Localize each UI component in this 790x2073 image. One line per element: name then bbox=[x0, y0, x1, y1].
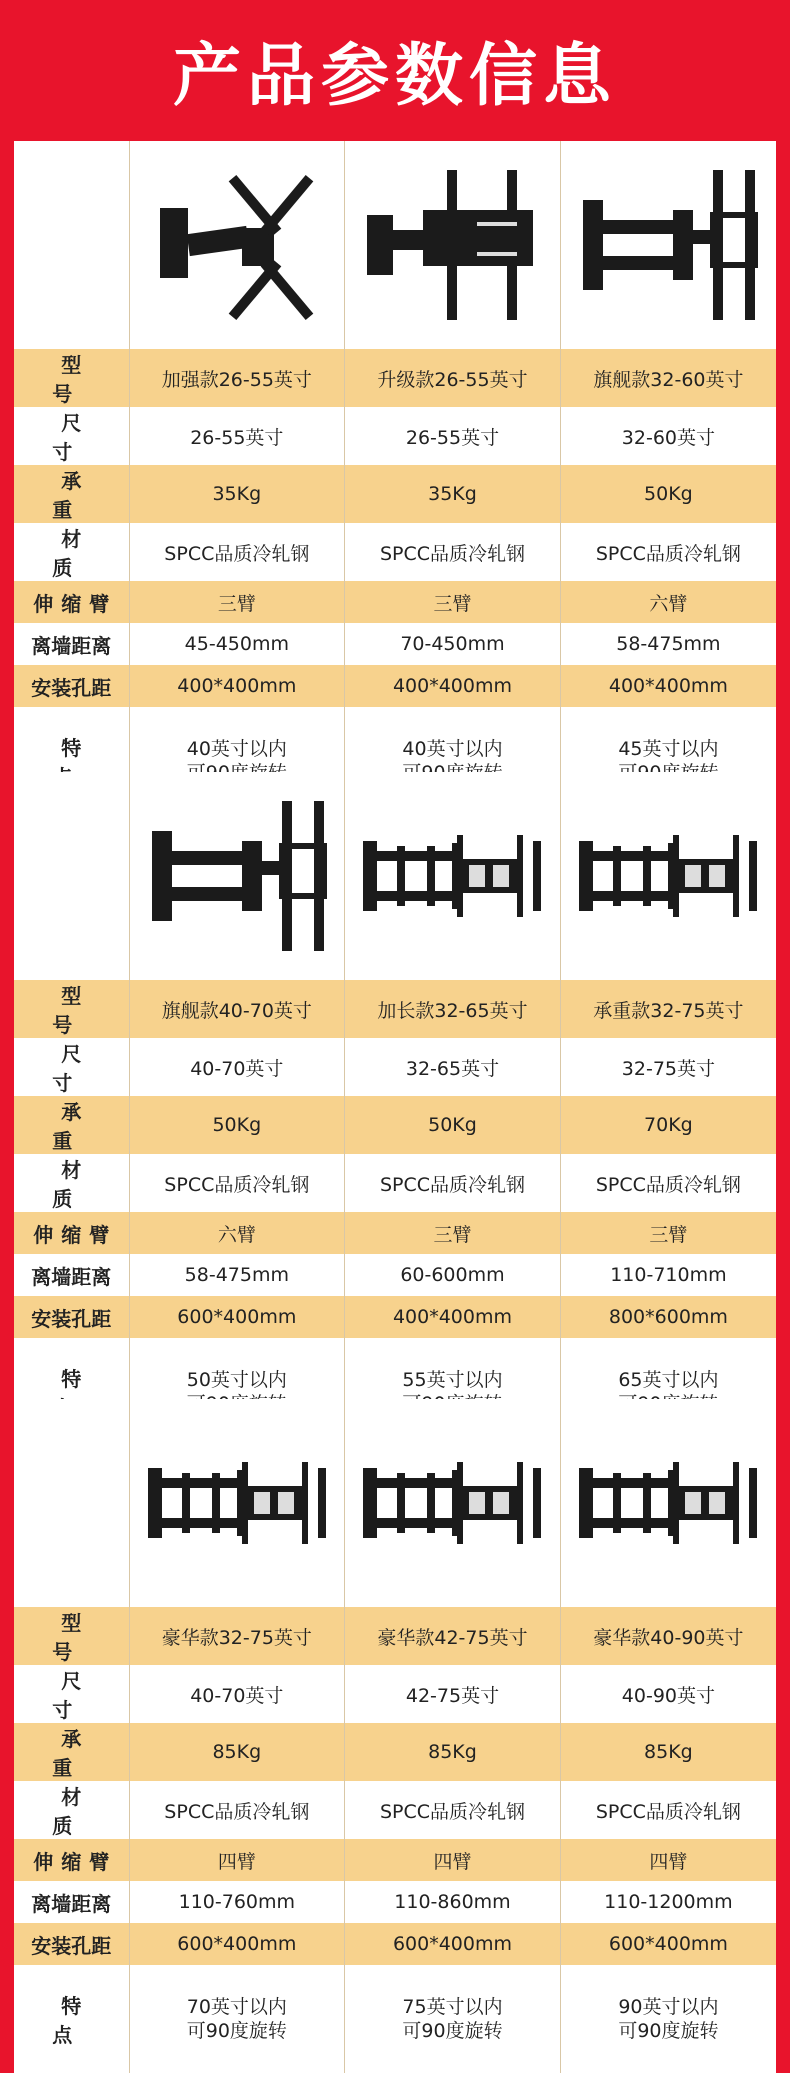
tv-wall-mount-image bbox=[357, 1418, 547, 1588]
row-label-arm: 伸缩臂 bbox=[14, 1212, 129, 1254]
spec-value-holes: 600*400mm bbox=[560, 1923, 776, 1965]
spec-value-feature bbox=[560, 1965, 776, 2073]
product-image-cell bbox=[560, 772, 776, 980]
spec-value-size: 26-55英寸 bbox=[345, 407, 561, 465]
spec-value-holes: 400*400mm bbox=[345, 665, 561, 707]
page-header bbox=[0, 0, 790, 140]
spec-row-model bbox=[14, 1607, 776, 1665]
product-image-cell bbox=[345, 772, 561, 980]
image-row-blank bbox=[14, 141, 129, 349]
product-image-cell bbox=[345, 141, 561, 349]
spec-value-arm: 三臂 bbox=[560, 1212, 776, 1254]
spec-value-model: 豪华款40-90英寸 bbox=[560, 1607, 776, 1665]
spec-value-load: 50Kg bbox=[560, 465, 776, 523]
spec-row-holes bbox=[14, 665, 776, 707]
page-title: 产品参数信息 bbox=[172, 36, 617, 116]
spec-value-arm: 三臂 bbox=[345, 1212, 561, 1254]
product-image-cell bbox=[560, 1399, 776, 1607]
spec-value-wall: 110-1200mm bbox=[560, 1881, 776, 1923]
row-label-holes: 安装孔距 bbox=[14, 1296, 129, 1338]
spec-table bbox=[14, 1399, 776, 2073]
spec-value-holes: 600*400mm bbox=[129, 1923, 345, 1965]
spec-value-arm: 四臂 bbox=[345, 1839, 561, 1881]
spec-value-model: 旗舰款40-70英寸 bbox=[129, 980, 345, 1038]
product-image-cell bbox=[129, 1399, 345, 1607]
row-label-material: 材 质 bbox=[52, 527, 100, 580]
row-label-feature: 特 点 bbox=[52, 1994, 100, 2047]
spec-row-material bbox=[14, 1781, 776, 1839]
row-label-wall: 离墙距离 bbox=[31, 1891, 112, 1916]
spec-value-material: SPCC品质冷轧钢 bbox=[345, 1781, 561, 1839]
spec-value-feature bbox=[129, 1965, 345, 2073]
spec-value-load: 35Kg bbox=[345, 465, 561, 523]
spec-value-holes: 600*400mm bbox=[129, 1296, 345, 1338]
feature-line-2: 可90度旋转 bbox=[402, 2020, 503, 2042]
product-image-cell bbox=[560, 141, 776, 349]
spec-value-size: 32-75英寸 bbox=[560, 1038, 776, 1096]
spec-row-wall bbox=[14, 623, 776, 665]
spec-row-model bbox=[14, 980, 776, 1038]
spec-value-feature bbox=[345, 1965, 561, 2073]
row-label-load: 承 重 bbox=[14, 465, 129, 523]
spec-row-size bbox=[14, 407, 776, 465]
feature-line-1: 50英寸以内 bbox=[186, 1369, 287, 1391]
feature-line-2: 可90度旋转 bbox=[618, 2020, 719, 2042]
spec-value-arm: 四臂 bbox=[560, 1839, 776, 1881]
spec-value-load: 85Kg bbox=[129, 1723, 345, 1781]
spec-value-size: 32-60英寸 bbox=[560, 407, 776, 465]
spec-value-holes: 400*400mm bbox=[345, 1296, 561, 1338]
feature-line-1: 70英寸以内 bbox=[186, 1996, 287, 2018]
spec-row-size bbox=[14, 1665, 776, 1723]
tv-wall-mount-image bbox=[573, 160, 763, 330]
spec-row-feature bbox=[14, 1965, 776, 2073]
spec-value-size: 40-70英寸 bbox=[129, 1665, 345, 1723]
row-label-load: 承 重 bbox=[14, 1096, 129, 1154]
spec-value-material: SPCC品质冷轧钢 bbox=[129, 523, 345, 581]
row-label-model: 型 号 bbox=[14, 1607, 129, 1665]
row-label-holes: 安装孔距 bbox=[14, 1923, 129, 1965]
spec-value-holes: 800*600mm bbox=[560, 1296, 776, 1338]
tv-wall-mount-image bbox=[142, 791, 332, 961]
spec-value-size: 26-55英寸 bbox=[129, 407, 345, 465]
spec-value-load: 35Kg bbox=[129, 465, 345, 523]
spec-row-size bbox=[14, 1038, 776, 1096]
row-label-holes: 安装孔距 bbox=[14, 665, 129, 707]
spec-value-material: SPCC品质冷轧钢 bbox=[560, 1781, 776, 1839]
spec-row-holes bbox=[14, 1923, 776, 1965]
spec-value-wall: 60-600mm bbox=[345, 1254, 561, 1296]
row-label-feature: 特 bbox=[61, 736, 100, 760]
spec-row-arm bbox=[14, 581, 776, 623]
spec-value-model: 升级款26-55英寸 bbox=[345, 349, 561, 407]
spec-value-size: 32-65英寸 bbox=[345, 1038, 561, 1096]
spec-value-size: 40-90英寸 bbox=[560, 1665, 776, 1723]
spec-value-arm: 四臂 bbox=[129, 1839, 345, 1881]
tv-wall-mount-image bbox=[357, 160, 547, 330]
spec-row-wall bbox=[14, 1254, 776, 1296]
spec-row-holes bbox=[14, 1296, 776, 1338]
product-image-cell bbox=[345, 1399, 561, 1607]
spec-row-load bbox=[14, 465, 776, 523]
spec-row-load bbox=[14, 1096, 776, 1154]
spec-value-size: 40-70英寸 bbox=[129, 1038, 345, 1096]
tv-wall-mount-image bbox=[573, 791, 763, 961]
row-label-arm: 伸缩臂 bbox=[14, 1839, 129, 1881]
feature-line-1: 55英寸以内 bbox=[402, 1369, 503, 1391]
spec-value-wall: 110-860mm bbox=[345, 1881, 561, 1923]
spec-value-wall: 110-760mm bbox=[129, 1881, 345, 1923]
spec-value-arm: 三臂 bbox=[345, 581, 561, 623]
tv-wall-mount-image bbox=[142, 1418, 332, 1588]
spec-panel-1 bbox=[14, 141, 776, 815]
feature-line-1: 45英寸以内 bbox=[618, 738, 719, 760]
spec-row-load bbox=[14, 1723, 776, 1781]
spec-value-load: 85Kg bbox=[560, 1723, 776, 1781]
spec-value-wall: 110-710mm bbox=[560, 1254, 776, 1296]
feature-line-1: 40英寸以内 bbox=[186, 738, 287, 760]
row-label-size: 尺 寸 bbox=[52, 1669, 100, 1722]
spec-value-wall: 58-475mm bbox=[129, 1254, 345, 1296]
row-label-feature: 特 bbox=[61, 1367, 100, 1391]
feature-line-2: 可90度旋转 bbox=[186, 2020, 287, 2042]
feature-line-1: 75英寸以内 bbox=[402, 1996, 503, 2018]
spec-value-holes: 400*400mm bbox=[129, 665, 345, 707]
spec-value-material: SPCC品质冷轧钢 bbox=[560, 523, 776, 581]
spec-value-model: 承重款32-75英寸 bbox=[560, 980, 776, 1038]
spec-value-holes: 400*400mm bbox=[560, 665, 776, 707]
spec-value-load: 85Kg bbox=[345, 1723, 561, 1781]
spec-row-model bbox=[14, 349, 776, 407]
spec-row-wall bbox=[14, 1881, 776, 1923]
tv-wall-mount-image bbox=[573, 1418, 763, 1588]
spec-value-wall: 58-475mm bbox=[560, 623, 776, 665]
spec-value-load: 50Kg bbox=[345, 1096, 561, 1154]
row-label-load: 承 重 bbox=[14, 1723, 129, 1781]
spec-table bbox=[14, 141, 776, 815]
row-label-wall: 离墙距离 bbox=[31, 1264, 112, 1289]
row-label-arm: 伸缩臂 bbox=[14, 581, 129, 623]
product-image-cell bbox=[129, 141, 345, 349]
spec-row-arm bbox=[14, 1839, 776, 1881]
spec-row-material bbox=[14, 1154, 776, 1212]
row-label-material: 材 质 bbox=[52, 1785, 100, 1838]
spec-value-model: 旗舰款32-60英寸 bbox=[560, 349, 776, 407]
feature-line-1: 40英寸以内 bbox=[402, 738, 503, 760]
row-label-size: 尺 寸 bbox=[52, 411, 100, 464]
spec-row-arm bbox=[14, 1212, 776, 1254]
tv-wall-mount-image bbox=[357, 791, 547, 961]
spec-value-material: SPCC品质冷轧钢 bbox=[345, 523, 561, 581]
spec-value-material: SPCC品质冷轧钢 bbox=[129, 1154, 345, 1212]
spec-value-arm: 六臂 bbox=[560, 581, 776, 623]
spec-table bbox=[14, 772, 776, 1446]
spec-value-wall: 70-450mm bbox=[345, 623, 561, 665]
spec-value-model: 加强款26-55英寸 bbox=[129, 349, 345, 407]
row-label-model: 型 号 bbox=[14, 980, 129, 1038]
image-row-blank bbox=[14, 1399, 129, 1607]
spec-value-model: 豪华款32-75英寸 bbox=[129, 1607, 345, 1665]
spec-value-arm: 六臂 bbox=[129, 1212, 345, 1254]
spec-value-load: 50Kg bbox=[129, 1096, 345, 1154]
row-label-wall: 离墙距离 bbox=[31, 633, 112, 658]
spec-value-material: SPCC品质冷轧钢 bbox=[345, 1154, 561, 1212]
spec-panel-2 bbox=[14, 772, 776, 1446]
spec-value-load: 70Kg bbox=[560, 1096, 776, 1154]
spec-value-material: SPCC品质冷轧钢 bbox=[129, 1781, 345, 1839]
spec-value-model: 加长款32-65英寸 bbox=[345, 980, 561, 1038]
spec-value-model: 豪华款42-75英寸 bbox=[345, 1607, 561, 1665]
spec-value-holes: 600*400mm bbox=[345, 1923, 561, 1965]
spec-value-size: 42-75英寸 bbox=[345, 1665, 561, 1723]
row-label-size: 尺 寸 bbox=[52, 1042, 100, 1095]
product-image-cell bbox=[129, 772, 345, 980]
feature-line-1: 65英寸以内 bbox=[618, 1369, 719, 1391]
spec-value-material: SPCC品质冷轧钢 bbox=[560, 1154, 776, 1212]
feature-line-1: 90英寸以内 bbox=[618, 1996, 719, 2018]
spec-value-wall: 45-450mm bbox=[129, 623, 345, 665]
row-label-model: 型 号 bbox=[14, 349, 129, 407]
spec-value-arm: 三臂 bbox=[129, 581, 345, 623]
row-label-material: 材 质 bbox=[52, 1158, 100, 1211]
spec-row-material bbox=[14, 523, 776, 581]
tv-wall-mount-image bbox=[142, 160, 332, 330]
image-row-blank bbox=[14, 772, 129, 980]
spec-panel-3 bbox=[14, 1399, 776, 2073]
